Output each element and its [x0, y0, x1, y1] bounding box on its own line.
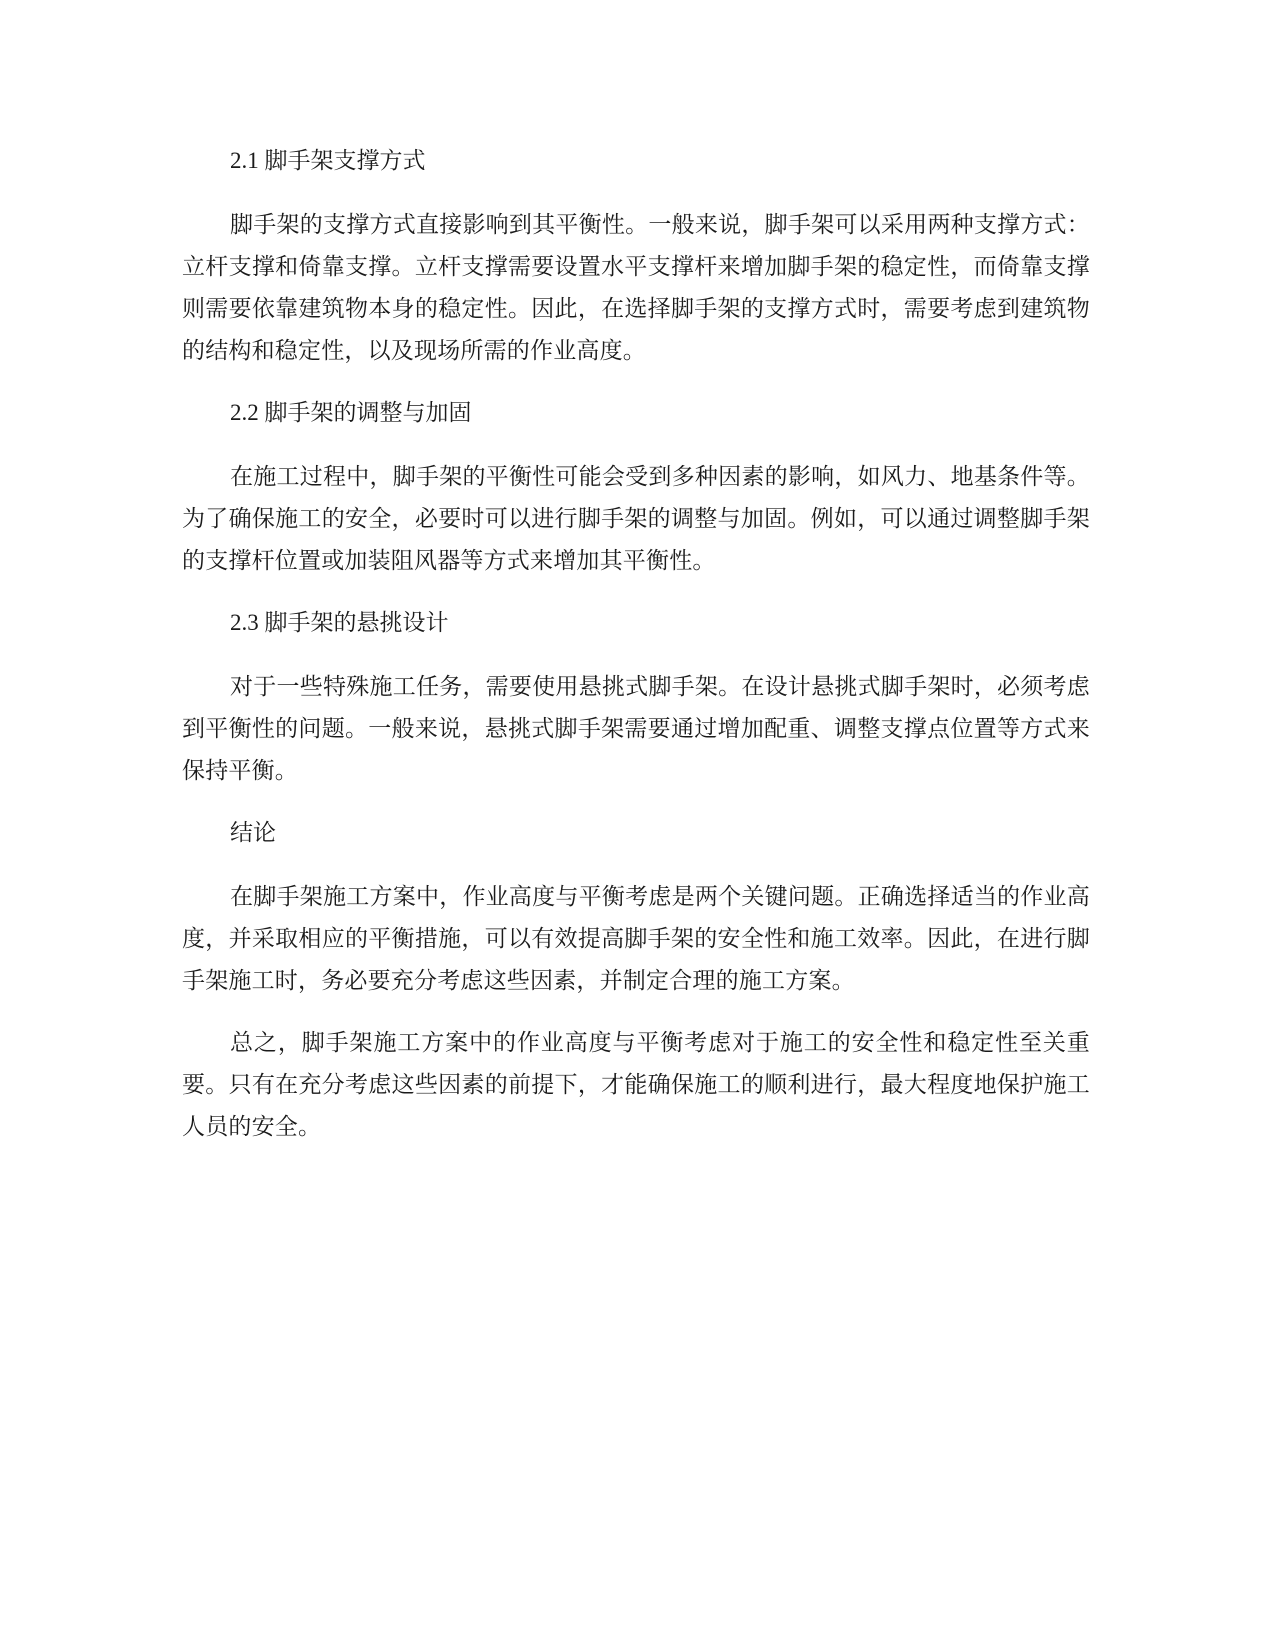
paragraph-conclusion: 在脚手架施工方案中，作业高度与平衡考虑是两个关键问题。正确选择适当的作业高度，并采取相应的平衡措施，可以有效提高脚手架的安全性和施工效率。因此，在进行脚手架施工时，务必要充分考虑这些因素，并制定合理的施工方案。	[182, 884, 1090, 993]
document-page	[182, 140, 1090, 1168]
section-heading-2-1: 2.1 脚手架支撑方式	[230, 148, 426, 173]
section-heading-conclusion: 结论	[230, 820, 276, 845]
paragraph-cantilever-design: 对于一些特殊施工任务，需要使用悬挑式脚手架。在设计悬挑式脚手架时，必须考虑到平衡性的问题。一般来说，悬挑式脚手架需要通过增加配重、调整支撑点位置等方式来保持平衡。	[182, 674, 1090, 783]
paragraph-adjustment-reinforcement: 在施工过程中，脚手架的平衡性可能会受到多种因素的影响，如风力、地基条件等。为了确保施工的安全，必要时可以进行脚手架的调整与加固。例如，可以通过调整脚手架的支撑杆位置或加装阻风器等方式来增加其平衡性。	[182, 464, 1090, 573]
paragraph-support-methods: 脚手架的支撑方式直接影响到其平衡性。一般来说，脚手架可以采用两种支撑方式：立杆支撑和倚靠支撑。立杆支撑需要设置水平支撑杆来增加脚手架的稳定性，而倚靠支撑则需要依靠建筑物本身的稳定性。因此，在选择脚手架的支撑方式时，需要考虑到建筑物的结构和稳定性，以及现场所需的作业高度。	[182, 212, 1090, 363]
section-heading-2-3: 2.3 脚手架的悬挑设计	[230, 610, 449, 635]
paragraph-summary: 总之，脚手架施工方案中的作业高度与平衡考虑对于施工的安全性和稳定性至关重要。只有在充分考虑这些因素的前提下，才能确保施工的顺利进行，最大程度地保护施工人员的安全。	[182, 1030, 1090, 1139]
section-heading-2-2: 2.2 脚手架的调整与加固	[230, 400, 472, 425]
